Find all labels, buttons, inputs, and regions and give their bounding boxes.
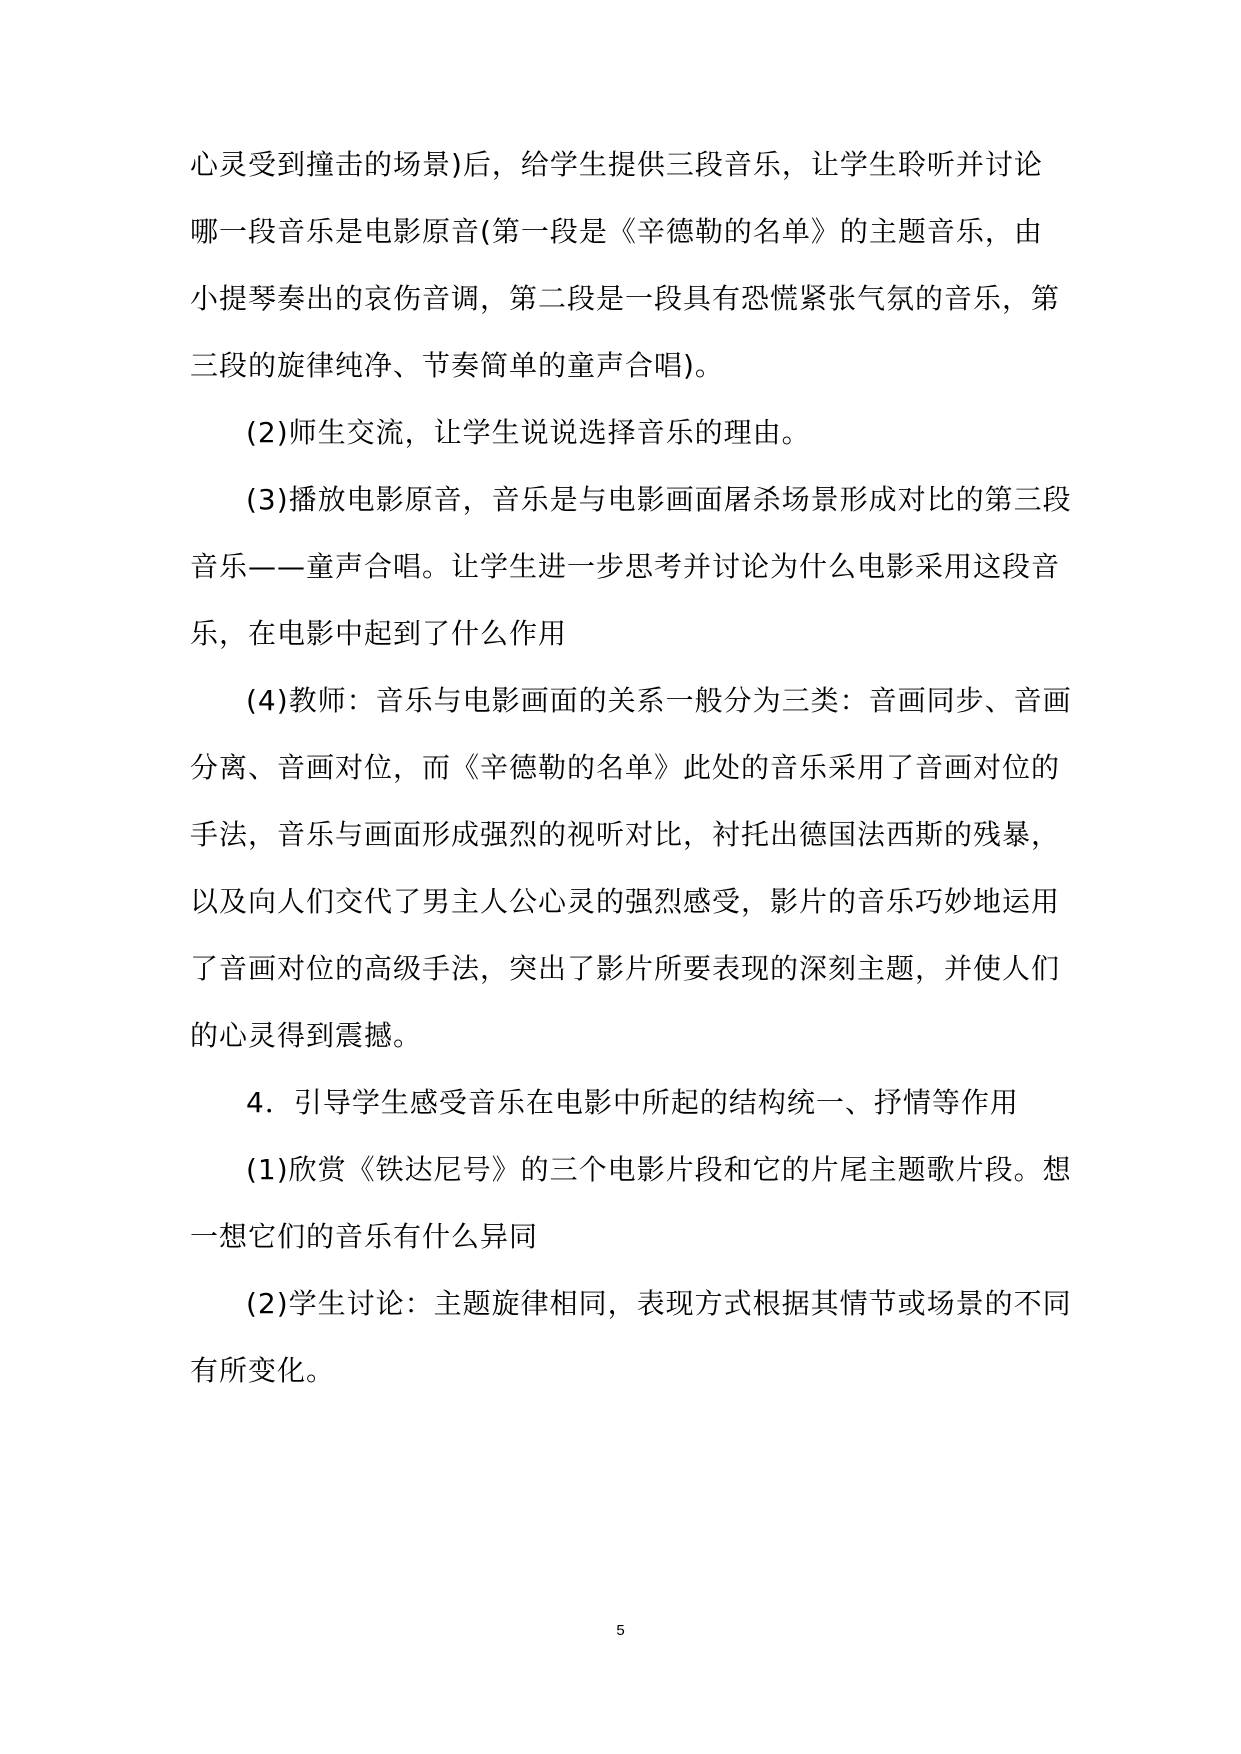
text-line-3: 小提琴奏出的哀伤音调，第二段是一段具有恐慌紧张气氛的音乐，第 [190, 282, 1061, 315]
text-line-12: 以及向人们交代了男主人公心灵的强烈感受，影片的音乐巧妙地运用 [190, 885, 1061, 918]
text-line-15: 4．引导学生感受音乐在电影中所起的结构统一、抒情等作用 [246, 1086, 1019, 1119]
text-line-14: 的心灵得到震撼。 [190, 1019, 423, 1052]
text-line-1: 心灵受到撞击的场景)后，给学生提供三段音乐，让学生聆听并讨论 [190, 148, 1043, 181]
text-line-13: 了音画对位的高级手法，突出了影片所要表现的深刻主题，并使人们 [190, 952, 1061, 985]
text-line-18: (2)学生讨论：主题旋律相同，表现方式根据其情节或场景的不同 [246, 1287, 1072, 1320]
text-line-9: (4)教师：音乐与电影画面的关系一般分为三类：音画同步、音画 [246, 684, 1072, 717]
text-line-2: 哪一段音乐是电影原音(第一段是《辛德勒的名单》的主题音乐，由 [190, 215, 1043, 248]
text-line-19: 有所变化。 [190, 1354, 336, 1387]
text-line-4: 三段的旋律纯净、节奏简单的童声合唱)。 [190, 349, 724, 382]
text-line-8: 乐，在电影中起到了什么作用 [190, 617, 568, 650]
text-line-7: 音乐——童声合唱。让学生进一步思考并讨论为什么电影采用这段音 [190, 550, 1061, 583]
text-line-10: 分离、音画对位，而《辛德勒的名单》此处的音乐采用了音画对位的 [190, 751, 1061, 784]
page-number: 5 [616, 1622, 625, 1639]
text-line-5: (2)师生交流，让学生说说选择音乐的理由。 [246, 416, 811, 449]
text-line-11: 手法，音乐与画面形成强烈的视听对比，衬托出德国法西斯的残暴， [190, 818, 1061, 851]
text-line-6: (3)播放电影原音，音乐是与电影画面屠杀场景形成对比的第三段 [246, 483, 1072, 516]
text-line-17: 一想它们的音乐有什么异同 [190, 1220, 539, 1253]
text-line-16: (1)欣赏《铁达尼号》的三个电影片段和它的片尾主题歌片段。想 [246, 1153, 1072, 1186]
